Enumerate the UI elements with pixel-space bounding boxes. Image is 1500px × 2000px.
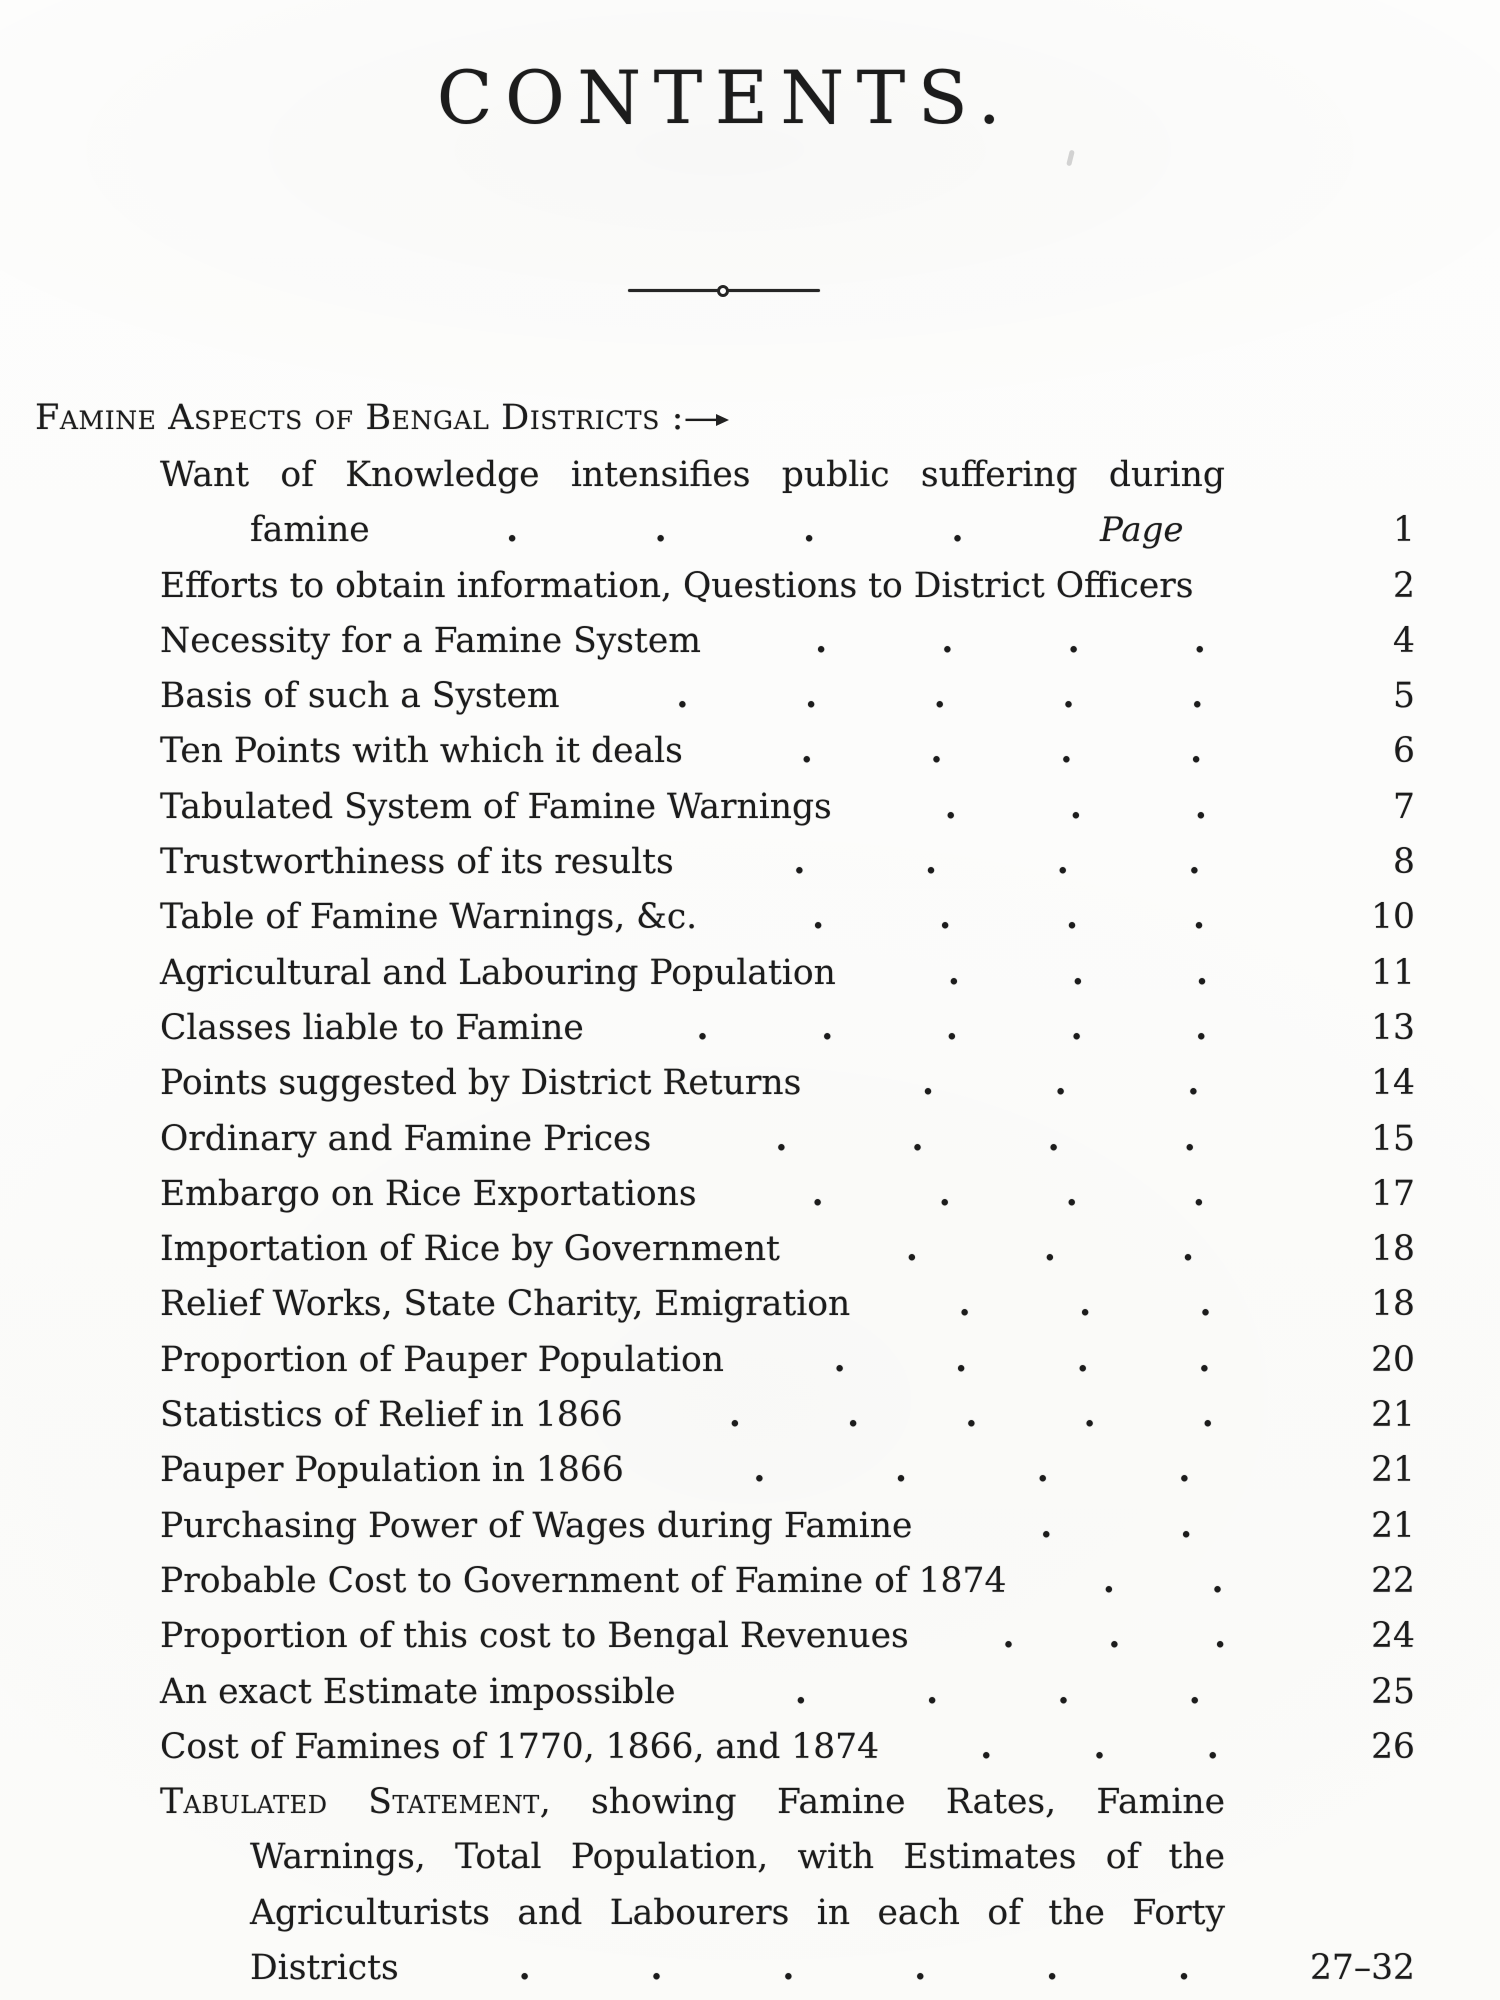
toc-list (0, 455, 1500, 2000)
page-number: 22 (1371, 1560, 1415, 1601)
leader-dot: . (1190, 731, 1203, 772)
leader-dot: . (1067, 620, 1080, 661)
leader-dot: . (938, 1173, 951, 1214)
page-number: 21 (1371, 1395, 1415, 1436)
leader-dot: . (930, 731, 943, 772)
leader-dots (724, 1340, 1320, 1380)
toc-row (0, 1174, 1415, 1229)
leader-dot: . (1069, 786, 1082, 827)
leader-dot: . (1056, 842, 1069, 883)
leader-dots (912, 1506, 1320, 1546)
leader-dot: . (650, 1948, 663, 1989)
scan-artifact (1066, 150, 1075, 167)
leader-dot: . (1195, 1007, 1208, 1048)
leader-dot: . (933, 676, 946, 717)
page-number: 13 (1371, 1007, 1415, 1048)
leader-dot: . (800, 731, 813, 772)
page-label: Page (1099, 510, 1184, 551)
leader-dot: . (696, 1007, 709, 1048)
leader-dots (832, 787, 1320, 827)
leader-dots (801, 1063, 1320, 1103)
leader-dots (1006, 1561, 1320, 1601)
leader-dot: . (794, 1671, 807, 1712)
toc-row (0, 1063, 1415, 1118)
page-number: 2 (1393, 565, 1415, 606)
leader-dot: . (905, 1229, 918, 1270)
toc-row (0, 1727, 1415, 1782)
toc-row (0, 731, 1415, 786)
section-heading (35, 398, 729, 438)
leader-dot: . (1192, 1173, 1205, 1214)
toc-row (0, 1229, 1415, 1284)
leader-dots (560, 676, 1320, 716)
page-number: 25 (1371, 1671, 1415, 1712)
leader-dot: . (926, 1671, 939, 1712)
leader-dot: . (676, 676, 689, 717)
page-number: 18 (1371, 1284, 1415, 1325)
leader-dots (697, 1174, 1320, 1214)
leader-dot: . (1195, 952, 1208, 993)
title-divider (628, 284, 820, 298)
leader-dots (651, 1119, 1320, 1159)
page-number: 4 (1393, 620, 1415, 661)
leader-dot: . (1071, 952, 1084, 993)
toc-row (0, 1395, 1415, 1450)
toc-row (0, 621, 1415, 676)
page-number: 14 (1371, 1063, 1415, 1104)
leader-dot: . (803, 510, 816, 551)
page-number: 21 (1371, 1505, 1415, 1546)
leader-dots (370, 510, 1320, 550)
toc-entry-text: Agriculturists and Labourers in each of the Forty (250, 1892, 1225, 1933)
leader-dot: . (847, 1395, 860, 1436)
toc-entry-text: Relief Works, State Charity, Emigration (160, 1284, 851, 1325)
toc-row (0, 566, 1415, 621)
leader-dot: . (1181, 1229, 1194, 1270)
leader-dot: . (1178, 1450, 1191, 1491)
leader-dot: . (945, 1007, 958, 1048)
toc-entry-text: Points suggested by District Returns (160, 1063, 802, 1104)
page-number: 6 (1393, 731, 1415, 772)
toc-row (0, 897, 1415, 952)
toc-entry-text: Proportion of this cost to Bengal Revenues (160, 1616, 909, 1657)
leader-dots (623, 1395, 1320, 1435)
toc-row (0, 1561, 1415, 1616)
page-number: 11 (1371, 952, 1415, 993)
leader-dots (701, 621, 1320, 661)
toc-entry-text: Probable Cost to Government of Famine of 1874 (160, 1560, 1007, 1601)
toc-row (0, 953, 1415, 1008)
leader-dot: . (1108, 1616, 1121, 1657)
leader-dot: . (1076, 1339, 1089, 1380)
leader-dot: . (1193, 620, 1206, 661)
toc-row (0, 455, 1225, 510)
ring-icon (717, 285, 729, 297)
leader-dot: . (1188, 842, 1201, 883)
leader-dots (683, 731, 1320, 771)
leader-dot: . (1191, 676, 1204, 717)
toc-entry-text: Embargo on Rice Exportations (160, 1173, 697, 1214)
toc-entry-text: Pauper Population in 1866 (160, 1450, 624, 1491)
toc-entry-text: Proportion of Pauper Population (160, 1339, 724, 1380)
leader-dot: . (980, 1726, 993, 1767)
toc-entry-text: Purchasing Power of Wages during Famine (160, 1505, 913, 1546)
toc-row (0, 842, 1415, 897)
arrowhead-right-icon (716, 414, 729, 426)
leader-dot: . (958, 1284, 971, 1325)
leader-dot: . (947, 952, 960, 993)
leader-dots (697, 897, 1320, 937)
leader-dots (836, 953, 1320, 993)
section-heading-text: Famine Aspects of Bengal Districts (35, 398, 660, 438)
toc-entry-text: Warnings, Total Population, with Estimates of the (250, 1837, 1225, 1878)
leader-dot: . (1065, 1173, 1078, 1214)
page-number: 24 (1371, 1616, 1415, 1657)
toc-entry-text: Cost of Famines of 1770, 1866, and 1874 (160, 1726, 880, 1767)
leader-dots (780, 1229, 1320, 1269)
leader-dot: . (1211, 1560, 1224, 1601)
leader-dot: . (782, 1948, 795, 1989)
toc-entry-text: Want of Knowledge intensifies public suffering during (160, 455, 1225, 495)
toc-entry-text: Statistics of Relief in 1866 (160, 1395, 623, 1436)
leader-dot: . (921, 1063, 934, 1104)
toc-row (0, 510, 1415, 565)
toc-row (0, 1672, 1415, 1727)
leader-dot: . (1194, 786, 1207, 827)
toc-entry-text: , showing Famine Rates, Famine (539, 1782, 1225, 1823)
leader-dot: . (941, 620, 954, 661)
leader-dot: . (1070, 1007, 1083, 1048)
toc-entry-text: Efforts to obtain information, Questions to District Officers (160, 565, 1194, 606)
leader-dots (584, 1008, 1320, 1048)
leader-dot: . (895, 1450, 908, 1491)
leader-dot: . (925, 842, 938, 883)
leader-dot: . (1036, 1450, 1049, 1491)
leader-dot: . (815, 620, 828, 661)
toc-row (0, 1340, 1415, 1395)
toc-entry-text: Ordinary and Famine Prices (160, 1118, 652, 1159)
toc-row (0, 1616, 1415, 1671)
leader-dot: . (1047, 1118, 1060, 1159)
page-title: CONTENTS. (436, 56, 1014, 141)
leader-dot: . (944, 786, 957, 827)
leader-dots (674, 842, 1320, 882)
toc-row (0, 1506, 1415, 1561)
leader-dot: . (914, 1948, 927, 1989)
toc-entry-text: Agricultural and Labouring Population (160, 952, 836, 993)
leader-dot: . (1079, 1284, 1092, 1325)
leader-dot: . (821, 1007, 834, 1048)
toc-entry-text: Tabulated System of Famine Warnings (160, 786, 832, 827)
toc-row (0, 1284, 1415, 1339)
page-number: 18 (1371, 1229, 1415, 1270)
leader-dot: . (1201, 1395, 1214, 1436)
page-number: 1 (1393, 510, 1415, 551)
page-number: 10 (1371, 897, 1415, 938)
leader-dot: . (811, 1173, 824, 1214)
leader-dot: . (805, 676, 818, 717)
leader-dot: . (1187, 1063, 1200, 1104)
leader-dot: . (955, 1339, 968, 1380)
leader-dot: . (1093, 1726, 1106, 1767)
page-number: 5 (1393, 676, 1415, 717)
page-number: 15 (1371, 1118, 1415, 1159)
toc-entry-text: Basis of such a System (160, 676, 560, 717)
leader-dot: . (1066, 897, 1079, 938)
toc-row (0, 1837, 1225, 1892)
leader-dot: . (1206, 1726, 1219, 1767)
toc-row (0, 1450, 1415, 1505)
leader-dot: . (793, 842, 806, 883)
page-number: 20 (1371, 1339, 1415, 1380)
leader-dot: . (951, 510, 964, 551)
page-number: 21 (1371, 1450, 1415, 1491)
leader-dots (624, 1450, 1320, 1490)
leader-dot: . (1193, 897, 1206, 938)
page-number: 7 (1393, 786, 1415, 827)
toc-entry-text: Necessity for a Famine System (160, 620, 701, 661)
leader-dot: . (728, 1395, 741, 1436)
toc-entry-text: Districts (250, 1948, 399, 1989)
leader-dot: . (833, 1339, 846, 1380)
section-heading-suffix: :— (659, 398, 720, 438)
leader-dots (909, 1616, 1320, 1656)
page-number: 17 (1371, 1173, 1415, 1214)
toc-entry-text: Classes liable to Famine (160, 1007, 584, 1048)
toc-row (0, 1782, 1225, 1837)
toc-row (0, 1119, 1415, 1174)
leader-dot: . (1062, 676, 1075, 717)
toc-entry-smallcaps: Tabulated Statement (160, 1782, 540, 1823)
leader-dot: . (1046, 1948, 1059, 1989)
leader-dot: . (1214, 1616, 1227, 1657)
toc-entry-text: Ten Points with which it deals (160, 731, 683, 772)
toc-row (0, 676, 1415, 731)
leader-dot: . (506, 510, 519, 551)
leader-dots (676, 1672, 1320, 1712)
page-number: 27–32 (1309, 1948, 1415, 1989)
toc-entry-text: Importation of Rice by Government (160, 1229, 780, 1270)
leader-dot: . (1178, 1948, 1191, 1989)
leader-dot: . (1180, 1505, 1193, 1546)
leader-dots (399, 1948, 1310, 1988)
leader-dot: . (911, 1118, 924, 1159)
toc-entry-text: famine (250, 510, 370, 551)
toc-entry-text: An exact Estimate impossible (160, 1671, 676, 1712)
leader-dot: . (1188, 1671, 1201, 1712)
leader-dot: . (1102, 1560, 1115, 1601)
leader-dot: . (1057, 1671, 1070, 1712)
leader-dot: . (1198, 1339, 1211, 1380)
leader-dot: . (654, 510, 667, 551)
leader-dot: . (1060, 731, 1073, 772)
leader-dot: . (1002, 1616, 1015, 1657)
page-number: 26 (1371, 1726, 1415, 1767)
leader-dot: . (812, 897, 825, 938)
leader-dot: . (939, 897, 952, 938)
toc-row (0, 1008, 1415, 1063)
page-number: 8 (1393, 842, 1415, 883)
leader-dot: . (1083, 1395, 1096, 1436)
leader-dot: . (518, 1948, 531, 1989)
leader-dot: . (1199, 1284, 1212, 1325)
toc-entry-text: Table of Famine Warnings, &c. (160, 897, 698, 938)
leader-dots (879, 1727, 1320, 1767)
leader-dot: . (1043, 1229, 1056, 1270)
toc-row (0, 1893, 1225, 1948)
leader-dot: . (1040, 1505, 1053, 1546)
leader-dot: . (1183, 1118, 1196, 1159)
leader-dots (850, 1284, 1320, 1324)
toc-row (0, 1948, 1415, 2000)
toc-row (0, 787, 1415, 842)
leader-dot: . (965, 1395, 978, 1436)
leader-dot: . (1054, 1063, 1067, 1104)
leader-dot: . (775, 1118, 788, 1159)
toc-entry-text: Trustworthiness of its results (160, 842, 674, 883)
leader-dot: . (753, 1450, 766, 1491)
